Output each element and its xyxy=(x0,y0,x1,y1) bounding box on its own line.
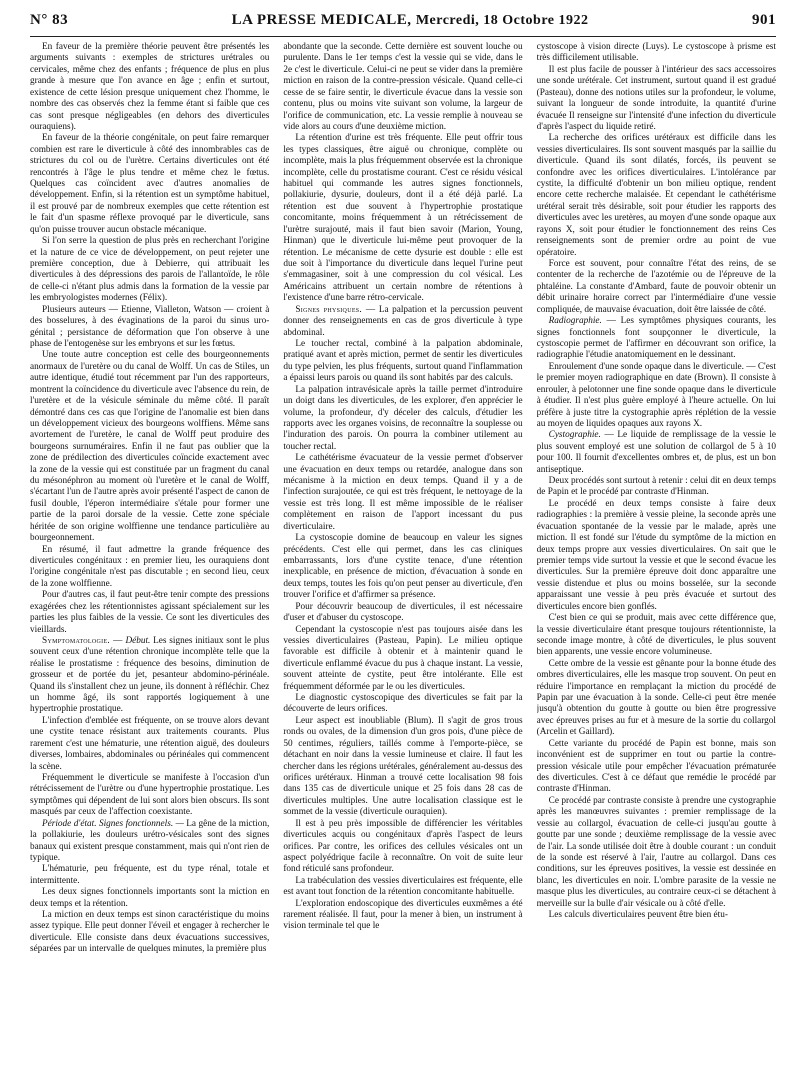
paragraph-text: La rétention d'urine est très fréquente. Elle peut offrir tous les types classiques, être aiguë ou chronique, complète ou incomplète, mais la plus fréquemment observée est la chronique incomplète, celle du prostatisme courant. C'est ce résidu vésical habituel qui commande les autres signes fonctionnels, pollakiurie, dysurie, douleurs, dont il a été déjà parlé. La rétention est due souvent à l'hypertrophie prostatique concomitante, moins fréquemment à un rétrécissement de l'urètre surajouté, mais il faut bien savoir (Marion, Young, Hinman) que le diverticule lui-même peut provoquer de la rétention. Le mécanisme de cette dysurie est double : elle est due soit à l'importance du diverticule dans lequel l'urine peut s'emmagasiner, soit à une compression du col vésical. Les Américains attribuent un certain nombre de rétentions à l'existence d'une barre rétro-cervicale. xyxy=(283,133,523,304)
paragraph xyxy=(537,796,776,910)
paragraph-text: La gêne de la miction, la pollakiurie, les douleurs urétro-vésicales sont des signes banaux qui existent presque constamment, mais qui n'ont rien de typique. xyxy=(30,818,270,863)
paragraph-text: La recherche des orifices urétéraux est difficile dans les vessies diverticulaires. Ils sont souvent masqués par la saillie du diverticule. Quand ils sont dilatés, forcés, ils peuvent se confondre avec les orifices diverticulaires. L'intolérance par cystite, la difficulté d'obtenir un bon milieu optique, rendent encore cette recherche malaisée. Et cependant le cathétérisme urétéral serait très désirable, soit pour étudier les rapports des diverticules avec les uretères, au moyen d'une sonde opaque aux rayons X, soit pour étudier le fonctionnement des reins Ces renseignements sont de premier ordre au point de vue opératoire. xyxy=(536,133,776,258)
paragraph xyxy=(537,476,776,499)
header-rule xyxy=(30,36,776,37)
paragraph-text: Plusieurs auteurs — Etienne, Vialleton, Watson — croient à des bosselures, à des évaginations de la paroi du sinus uro-génital ; persistance de déformation que l'on observe à une phase de l'entogenèse sur les embryons et sur les fœtus. xyxy=(30,304,270,349)
paragraph xyxy=(537,42,776,65)
paragraph xyxy=(30,887,269,910)
paragraph-text: — Le liquide de remplissage de la vessie le plus souvent employé est une solution de collargol de 5 à 10 pour 100. Il fournit d'excellentes ombres et, de plus, est un bon antiseptique. xyxy=(536,430,776,475)
section-subtitle: Radiographie. xyxy=(548,316,602,327)
paragraph xyxy=(537,499,776,613)
paragraph xyxy=(30,636,269,716)
paragraph xyxy=(537,659,776,739)
paragraph-text: Le procédé en deux temps consiste à faire deux radiographies : la première à vessie pleine, la seconde après une évacuation spontanée de la vessie par le malade, après une miction. Il est fondé sur l'étude du symptôme de la miction en deux temps propre aux vessies diverticulaires. On sait que le premier temps vide surtout la vessie et que le second évacue les diverticules. Sur la première épreuve doit donc apparaître une vessie distendue et plus ou moins bosselée, sur la seconde apparaissant une vessie à peu près évacuée et surtout des diverticules encore bien gonflés. xyxy=(536,498,776,612)
paragraph xyxy=(30,545,269,591)
paragraph-text: Le toucher rectal, combiné à la palpation abdominale, pratiqué avant et après miction, permet de sentir les diverticules du type pelvien, les plus fréquents, surtout quand l'inflammation a épaissi leurs parois ou quand ils sont habités par des calculs. xyxy=(283,338,523,384)
column-middle xyxy=(283,42,522,1078)
paragraph xyxy=(537,613,776,659)
paragraph-text: Pour découvrir beaucoup de diverticules, il est nécessaire d'user et d'abuser du cystoscope. xyxy=(283,601,523,624)
paragraph xyxy=(30,910,269,956)
paragraph xyxy=(30,590,269,636)
paragraph-text: Deux procédés sont surtout à retenir : celui dit en deux temps de Papin et le procédé par contraste d'Hinman. xyxy=(536,476,776,498)
paragraph xyxy=(30,236,269,305)
paragraph xyxy=(30,305,269,351)
paragraph-text: L'exploration endoscopique des diverticules euxmêmes a été rarement réalisée. Il faut, pour la mener à bien, un instrument à vision terminale tel que le xyxy=(283,898,523,932)
paragraph-text: Cette ombre de la vessie est gênante pour la bonne étude des ombres diverticulaires, elle les masque trop souvent. On peut en réduire l'importance en remplaçant la miction du procédé de Papin par une évacuation à la sonde. Celle-ci peut être menée jusqu'à obtention du goutte à goutte ou bien être progressive avec épreuves prises au fur et à mesure de la sortie du collargol (Arcelin et Gaillard). xyxy=(536,658,776,738)
paragraph-text: Le cathétérisme évacuateur de la vessie permet d'observer une évacuation en deux temps ou retardée, analogue dans son mécanisme à la miction en deux temps. Quand il y a de l'infection surajoutée, ce qui est très fréquent, le nettoyage de la vessie est très long. Il est même impossible de le réaliser complètement en raison de l'apport incessant du pus diverticulaire. xyxy=(283,453,523,532)
paragraph xyxy=(283,533,522,602)
paragraph xyxy=(283,819,522,876)
journal-title: LA PRESSE MEDICALE, xyxy=(231,12,412,28)
paragraph xyxy=(30,773,269,819)
paragraph-text: En résumé, il faut admettre la grande fréquence des diverticules congénitaux : en premier lieu, les ouraquiens dont l'origine congénitale n'est pas discutable ; en second lieu, ceux de la zone wolffienne. xyxy=(30,544,270,589)
section-subtitle: Début. xyxy=(125,635,151,646)
section-lead: Signes physiques. — xyxy=(295,304,376,315)
paragraph xyxy=(283,339,522,385)
paragraph-text: La palpation et la percussion peuvent donner des renseignements en cas de gros diverticule à type abdominal. xyxy=(283,304,523,338)
journal-masthead xyxy=(232,12,589,29)
paragraph-text: La miction en deux temps est sinon caractéristique du moins assez typique. Elle peut donner l'éveil et engager à rechercher le diverticule. Elle consiste dans deux évacuations successives, séparées par un intervalle de quelques minutes, la première plus xyxy=(30,910,270,955)
paragraph xyxy=(30,716,269,773)
paragraph-text: — Les symptômes physiques courants, les signes fonctionnels font soupçonner le diverticule, la cystoscopie permet de l'affirmer en découvrant son orifice, la radiographie l'étudie anatomiquement en le dessinant. xyxy=(536,316,776,361)
paragraph xyxy=(283,693,522,716)
paragraph xyxy=(537,430,776,476)
paragraph xyxy=(537,910,776,921)
issue-date: Mercredi, 18 Octobre 1922 xyxy=(415,13,589,28)
paragraph xyxy=(283,133,522,304)
paragraph-text: cystoscope à vision directe (Luys). Le cystoscope à prisme est très difficilement utilisable. xyxy=(536,42,776,64)
section-lead: Symptomatologie. — xyxy=(42,635,123,646)
paragraph xyxy=(30,864,269,887)
paragraph xyxy=(537,65,776,134)
issue-number: N° 83 xyxy=(30,12,69,28)
paragraph-text: En faveur de la première théorie peuvent être présentés les arguments suivants : exemples de strictures urétrales ou cervicales, même chez des enfants ; fréquence de plus en plus grande à mesure que l'on avance en âge ; enfin et surtout, existence de cette lésion presque uniquement chez l'homme, le nombre des cas observés chez la femme étant si faible que ces cas sont presque négligeables (en dehors des diverticules ouraquiens). xyxy=(30,42,270,132)
paragraph-text: L'infection d'emblée est fréquente, on se trouve alors devant une cystite tenace résistant aux traitements courants. Plus rarement c'est une hématurie, une rétention aiguë, des douleurs diverses, lombaires, abdominales ou périnéales qui commencent la scène. xyxy=(30,715,270,772)
paragraph xyxy=(283,716,522,819)
paragraph-text: Pour d'autres cas, il faut peut-être tenir compte des pressions exagérées chez les rétentionnistes agissant spécialement sur les parties les plus faibles de la vessie. Ce sont les diverticules des vieillards. xyxy=(30,590,270,635)
paragraph-text: L'hématurie, peu fréquente, est du type rénal, totale et intermittente. xyxy=(30,864,270,886)
column-right xyxy=(537,42,776,1078)
paragraph-text: abondante que la seconde. Cette dernière est souvent louche ou purulente. Dans le 1er temps c'est la vessie qui se vide, dans le 2e c'est le diverticule. Celui-ci ne peut se vider dans la première miction en raison de la contre-pression vésicale. Quand celle-ci cesse de se faire sentir, le diverticule évacue dans la vessie son contenu, plus ou moins vite suivant son volume, la largeur de l'orifice de communication, etc. La vessie remplie à nouveau se vide alors au cours d'une deuxième miction. xyxy=(283,42,523,132)
paragraph xyxy=(537,316,776,362)
paragraph-text: Si l'on serre la question de plus près en recherchant l'origine et la nature de ce vice de développement, on peut rejeter une première conception, due à Debierre, qui attribuait les diverticules à des dépressions des parois de l'allantoïde, le rôle de celle-ci n'étant plus admis dans la formation de la vessie par les embryologistes modernes (Félix). xyxy=(30,236,270,304)
paragraph xyxy=(30,133,269,236)
paragraph xyxy=(283,602,522,625)
paragraph-text: Il est à peu près impossible de différencier les véritables diverticules acquis ou congénitaux d'après l'aspect de leurs orifices. Par contre, les orifices des cellules vésicales ont un aspect polyédrique facile à reconnaître. On voit de suite leur fond réticulé sans profondeur. xyxy=(283,818,523,875)
paragraph-text: Force est souvent, pour connaître l'état des reins, de se contenter de la recherche de l'azotémie ou de l'épreuve de la phtaléine. La constante d'Ambard, faute de pouvoir obtenir un débit urinaire horaire correct par l'intermédiaire d'une vessie compliquée, de mauvaise évacuation, doit être laissée de côté. xyxy=(536,259,776,315)
paragraph xyxy=(537,362,776,431)
paragraph-text: En faveur de la théorie congénitale, on peut faire remarquer combien est rare le diverticule à côté des innombrables cas de strictures du col ou de l'urètre. Certains diverticules ont été rencontrés à l'âge le plus tendre et même chez le fœtus. Quelques cas coïncident avec d'autres anomalies de développement. Enfin, si la rétention est un symptôme habituel, il est prouvé par de nombreux exemples que cette rétention est le fait d'un spasme réflexe provoqué par le diverticule, sans qu'on puisse trouver aucun obstacle mécanique. xyxy=(30,133,270,235)
paragraph-text: Fréquemment le diverticule se manifeste à l'occasion d'un rétrécissement de l'urètre ou d'une hypertrophie prostatique. Les symptômes qui dépendent de lui sont alors bien obscurs. Ils sont masqués par ceux de l'affection coexistante. xyxy=(30,773,270,818)
paragraph-text: Enroulement d'une sonde opaque dans le diverticule. — C'est le premier moyen radiographique en date (Brown). Il consiste à enrouler, à pelotonner une fine sonde opaque dans le diverticule à étudier. Il n'est plus guère employé à l'heure actuelle. On lui préfère à juste titre la cystographie après réplétion de la vessie au moyen de liquides opaques aux rayons X. xyxy=(536,361,776,429)
paragraph-text: Cependant la cystoscopie n'est pas toujours aisée dans les vessies diverticulaires (Pasteau, Papin). Le milieu optique favorable est difficile à obtenir et à maintenir quand le diverticule enflammé évacue du pus à chaque instant. La vessie, souvent atteinte de cystite, peut être intolérante. Elle est fréquemment déformée par le ou les diverticules. xyxy=(283,624,523,692)
paragraph xyxy=(283,899,522,933)
section-subtitle: Période d'état. Signes fonctionnels. — xyxy=(42,818,184,829)
paragraph-text: Une toute autre conception est celle des bourgeonnements anormaux de l'uretère ou du canal de Wolff. Un cas de Stiles, un autre identique, étudié tout récemment par l'un des rapporteurs, montrent la coïncidence du diverticule avec l'absence du rein, de l'uretère et de la vésicule séminale du même côté. Il paraît démontré dans ces cas que l'origine de l'anomalie est bien dans un développement vicieux des bourgeons wolffiens. Même sans avortement de l'uretère, le canal de Wolff peut produire des bourgeons surnuméraires. Enfin il ne faut pas oublier que la zone de prédilection des diverticules coïncide exactement avec la zone de la vessie qui est constituée par un fragment du canal du mésonéphron au moment où l'uretère et le canal de Wolff, s'écartant l'un de l'autre après avoir présenté l'aspect de canon de fusil double, l'éperon intermédiaire s'étale pour former une partie de la paroi dorsale de la vessie. Cette zone spéciale héritée de son origine wolffienne une tendance particulière au bourgeonnement. xyxy=(30,350,270,544)
paragraph xyxy=(30,42,269,133)
paragraph-text: Les calculs diverticulaires peuvent être bien étu- xyxy=(548,910,728,921)
paragraph-text: C'est bien ce qui se produit, mais avec cette différence que, la vessie diverticulaire étant presque toujours rétentionniste, la seconde image montre, à côté de diverticules, le plus souvent bien apparents, une vessie encore volumineuse. xyxy=(536,613,776,658)
section-subtitle: Cystographie. xyxy=(548,430,601,441)
paragraph xyxy=(30,819,269,865)
text-columns xyxy=(30,42,776,1078)
column-left xyxy=(30,42,269,1078)
paragraph-text: Les signes initiaux sont le plus souvent ceux d'une rétention chronique incomplète telle que la réalise le prostatisme : fréquence des besoins, diminution de grosseur et de portée du jet, pesanteur abdomino-périnéale. Quand ils s'installent chez un jeune, ils donnent à réfléchir. Chez un homme âgé, ils sont rapportés logiquement à une hypertrophie prostatique. xyxy=(30,635,270,715)
paragraph-text: Ce procédé par contraste consiste à prendre une cystographie après les manœuvres suivantes : premier remplissage de la vessie au collargol, évacuation de celle-ci jusqu'au goutte à goutte par une sonde ; deuxième remplissage de la vessie avec de l'air. La sonde utilisée doit être à double courant : un conduit de la sonde est réservé à l'air, l'autre au collargol. Dans ces conditions, sur les épreuves positives, la vessie est dessinée en blanc, les diverticules en noir. L'ombre parasite de la vessie ne masque plus les diverticules, au contraire ceux-ci se détachent à merveille sur la bulle d'air vésicale ou à côté d'elle. xyxy=(536,795,776,909)
paragraph xyxy=(537,259,776,316)
paragraph-text: Cette variante du procédé de Papin est bonne, mais son inconvénient est de supprimer en tout ou partie la contre-pression vésicale utile pour empêcher l'évacuation prématurée des diverticules. C'est à ce défaut que remédie le procédé par contraste d'Hinman. xyxy=(536,738,776,795)
paragraph-text: La cystoscopie domine de beaucoup en valeur les signes précédents. C'est elle qui permet, dans les cas cliniques embarrassants, lors d'une cystite tenace, d'une rétention inexplicable, en présence de miction, d'évacuation à sonde en deux temps, toutes les fois qu'on peut penser au diverticule, d'en trouver l'orifice et d'affirmer sa présence. xyxy=(283,533,523,601)
paragraph-text: Les deux signes fonctionnels importants sont la miction en deux temps et la rétention. xyxy=(30,887,270,909)
paragraph-text: La trabéculation des vessies diverticulaires est fréquente, elle est avant tout fonction de la rétention concomitante habituelle. xyxy=(283,875,523,898)
paragraph xyxy=(283,876,522,899)
paragraph xyxy=(537,133,776,259)
paragraph xyxy=(283,625,522,694)
paragraph xyxy=(537,739,776,796)
paragraph xyxy=(283,42,522,133)
page-header xyxy=(30,12,776,34)
paragraph xyxy=(283,453,522,533)
paragraph xyxy=(30,350,269,544)
paragraph-text: Le diagnostic cystoscopique des diverticules se fait par la découverte de leurs orifices. xyxy=(283,693,523,715)
paragraph-text: Leur aspect est inoubliable (Blum). Il s'agit de gros trous ronds ou ovales, de la dimension d'un gros pois, d'une pièce de 50 centimes, réguliers, taillés comme à l'emporte-pièce, se détachant en noir dans la vessie lumineuse et claire. Il faut les chercher dans les régions urétérales, généralement au-dessus des orifices urétéraux. Hinman a trouvé cette localisation 98 fois dans 135 cas de diverticule unique et 25 fois dans 28 cas de diverticules multiples. Une autre localisation classique est le sommet de la vessie (diverticule ouraquien). xyxy=(283,715,523,818)
paragraph xyxy=(283,305,522,339)
paragraph-text: La palpation intravésicale après la taille permet d'introduire un doigt dans les diverticules, de les explorer, d'en apprécier le volume, la profondeur, d'y déceler des calculs, d'étudier les rapports avec les organes voisins, de reconnaître la souplesse ou l'induration des parois. On pourra la combiner utilement au toucher rectal. xyxy=(283,384,523,452)
page-number: 901 xyxy=(752,12,776,28)
paragraph-text: Il est plus facile de pousser à l'intérieur des sacs accessoires une sonde urétérale. Cet instrument, surtout quand il est gradué (Pasteau), donne des notions utiles sur la profondeur, le volume, suivant la longueur de sonde introduite, la quantité d'urine évacuée Il renseigne sur l'intensité d'une infection du diverticule d'après l'aspect du liquide retiré. xyxy=(536,64,776,132)
paragraph xyxy=(283,385,522,454)
